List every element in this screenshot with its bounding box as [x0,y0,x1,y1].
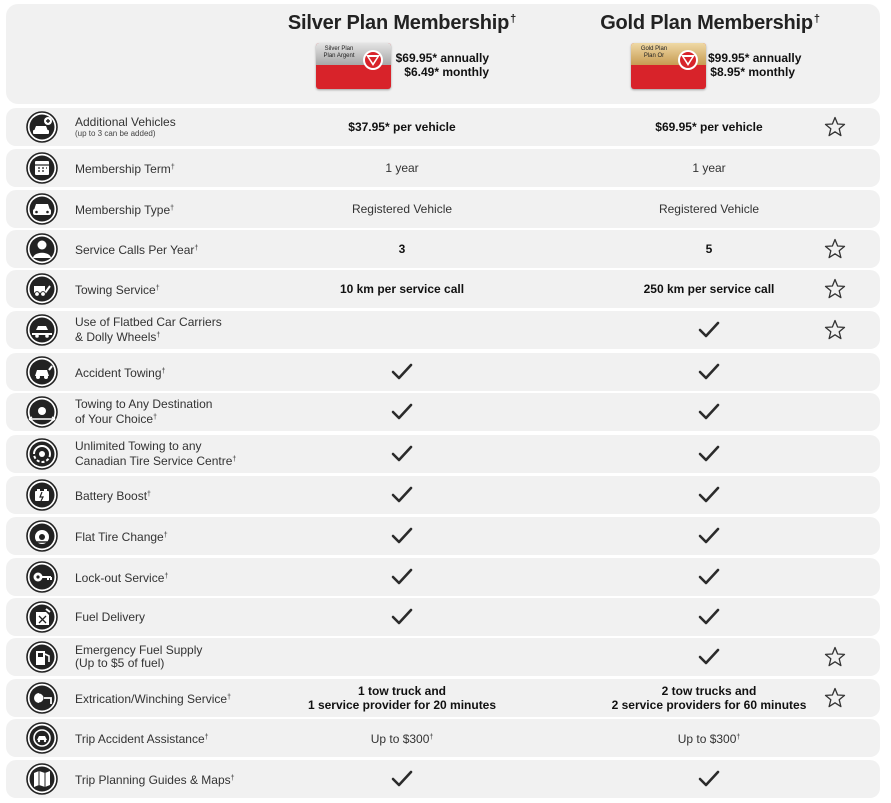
star-icon [824,646,846,668]
gold-plan-cell [589,476,829,514]
gold-value: Up to $300 [677,731,737,746]
gold-plan-cell [589,353,829,391]
table-row [6,679,880,717]
silver-value: Up to $300 [370,731,430,746]
table-row [6,108,880,146]
map-icon [26,763,58,795]
gold-plan-cell [589,393,829,431]
gold-plan-cell [589,679,829,717]
silver-plan-cell [282,760,522,798]
feature-label: Membership Term† [75,161,175,176]
feature-label: Use of Flatbed Car Carriers & Dolly Wheels† [75,315,222,344]
gold-plan-cell: Up to $300† [677,731,741,746]
silver-plan-cell [282,108,522,146]
gold-value: Registered Vehicle [658,202,760,216]
silver-plan-cell [282,190,522,228]
checkmark-icon [698,363,720,381]
canadian-tire-logo-icon [362,49,384,71]
gold-value: 1 year [692,161,726,175]
silver-plan-cell [282,679,522,717]
trip-accident-icon [26,722,58,754]
checkmark-icon [698,608,720,626]
silver-monthly-price: $6.49* monthly [404,65,489,79]
car-add-icon [26,111,58,143]
star-icon [824,687,846,709]
checkmark-icon [698,527,720,545]
gold-plan-cell [589,311,829,349]
silver-plan-cell [282,149,522,187]
feature-label: Flat Tire Change† [75,529,168,544]
car-front-icon [26,193,58,225]
tow-truck-icon [26,273,58,305]
key-icon [26,561,58,593]
flatbed-icon [26,314,58,346]
silver-value: 1 year [385,161,419,175]
silver-plan-header [252,12,552,79]
feature-sublabel: (up to 3 can be added) [75,129,156,138]
silver-plan-cell [282,435,522,473]
feature-label: Additional Vehicles (up to 3 can be added) [75,115,176,138]
feature-label: Membership Type† [75,202,175,217]
silver-plan-cell [282,393,522,431]
silver-value: Registered Vehicle [351,202,453,216]
destination-tow-icon [26,396,58,428]
silver-value-line2: 1 service provider for 20 minutes [307,698,497,712]
canadian-tire-logo-icon [677,49,699,71]
gold-plan-title: Gold Plan Membership† [600,12,820,34]
silver-annual-price: $69.95* annually [395,51,489,65]
gold-plan-cell [589,190,829,228]
winch-icon [26,682,58,714]
feature-label: Lock-out Service† [75,570,169,585]
feature-label: Unlimited Towing to any Canadian Tire Service Centre† [75,439,237,468]
checkmark-icon [698,403,720,421]
flat-tire-icon [26,520,58,552]
feature-label: Emergency Fuel Supply (Up to $5 of fuel) [75,643,203,670]
silver-plan-cell [282,311,522,349]
feature-label: Trip Planning Guides & Maps† [75,772,235,787]
checkmark-icon [698,568,720,586]
table-row [6,760,880,798]
table-row [6,638,880,676]
feature-label: Accident Towing† [75,365,166,380]
gold-monthly-price: $8.95* monthly [710,65,795,79]
star-icon [824,238,846,260]
table-row [6,598,880,636]
silver-value: 10 km per service call [339,282,465,296]
silver-plan-cell: Up to $300† [370,731,434,746]
silver-price [392,51,489,79]
silver-plan-cell [282,517,522,555]
silver-value: 1 tow truck and [357,684,446,698]
gold-value: 250 km per service call [643,282,775,296]
silver-plan-title: Silver Plan Membership† [287,12,517,34]
silver-plan-cell [282,638,522,676]
gold-value-line2: 2 service providers for 60 minutes [611,698,807,712]
gold-plan-cell [589,760,829,798]
gold-plan-cell [589,638,829,676]
table-row [6,719,880,757]
star-icon [824,278,846,300]
gold-value: $69.95* per vehicle [655,120,763,134]
gold-plan-cell [589,558,829,596]
gold-value: 5 [705,242,713,256]
gold-membership-card [631,43,706,89]
checkmark-icon [698,321,720,339]
silver-plan-cell [282,270,522,308]
silver-plan-cell [282,598,522,636]
star-icon [824,319,846,341]
gold-plan-cell [589,149,829,187]
gold-plan-header [560,12,860,79]
calendar-icon [26,152,58,184]
checkmark-icon [698,648,720,666]
gold-plan-cell [589,517,829,555]
feature-label: Service Calls Per Year† [75,242,199,257]
gold-plan-cell [589,230,829,268]
silver-plan-cell [282,230,522,268]
gold-plan-cell [589,270,829,308]
gold-price [708,51,802,79]
checkmark-icon [391,486,413,504]
table-row [6,558,880,596]
silver-plan-cell [282,476,522,514]
table-row [6,517,880,555]
gold-plan-cell [589,108,829,146]
silver-membership-card [316,43,391,89]
table-row [6,476,880,514]
table-row [6,393,880,431]
gold-value: 2 tow trucks and [661,684,757,698]
silver-plan-cell [282,558,522,596]
gold-plan-cell [589,598,829,636]
table-row [6,270,880,308]
person-icon [26,233,58,265]
checkmark-icon [391,608,413,626]
table-row [6,311,880,349]
checkmark-icon [391,403,413,421]
table-row [6,149,880,187]
table-row [6,353,880,391]
checkmark-icon [391,568,413,586]
checkmark-icon [698,770,720,788]
gold-card-text: Gold Plan Plan Or [640,46,668,59]
checkmark-icon [391,770,413,788]
accident-tow-icon [26,356,58,388]
battery-icon [26,479,58,511]
checkmark-icon [698,486,720,504]
fuel-pump-icon [26,641,58,673]
feature-label: Extrication/Winching Service† [75,691,231,706]
checkmark-icon [391,445,413,463]
fuel-can-icon [26,601,58,633]
gold-annual-price: $99.95* annually [708,51,802,65]
table-row [6,230,880,268]
silver-value: $37.95* per vehicle [348,120,456,134]
checkmark-icon [391,527,413,545]
checkmark-icon [391,363,413,381]
silver-value: 3 [398,242,406,256]
star-icon [824,116,846,138]
feature-label: Fuel Delivery [75,609,146,624]
feature-label: Trip Accident Assistance† [75,731,209,746]
gold-plan-cell [589,435,829,473]
checkmark-icon [698,445,720,463]
table-row [6,435,880,473]
table-row [6,190,880,228]
feature-label: Battery Boost† [75,488,151,503]
feature-label: Towing Service† [75,282,160,297]
feature-label: Towing to Any Destination of Your Choice† [75,397,213,426]
service-centre-icon [26,438,58,470]
silver-plan-cell [282,353,522,391]
silver-card-text: Silver Plan Plan Argent [323,46,355,59]
